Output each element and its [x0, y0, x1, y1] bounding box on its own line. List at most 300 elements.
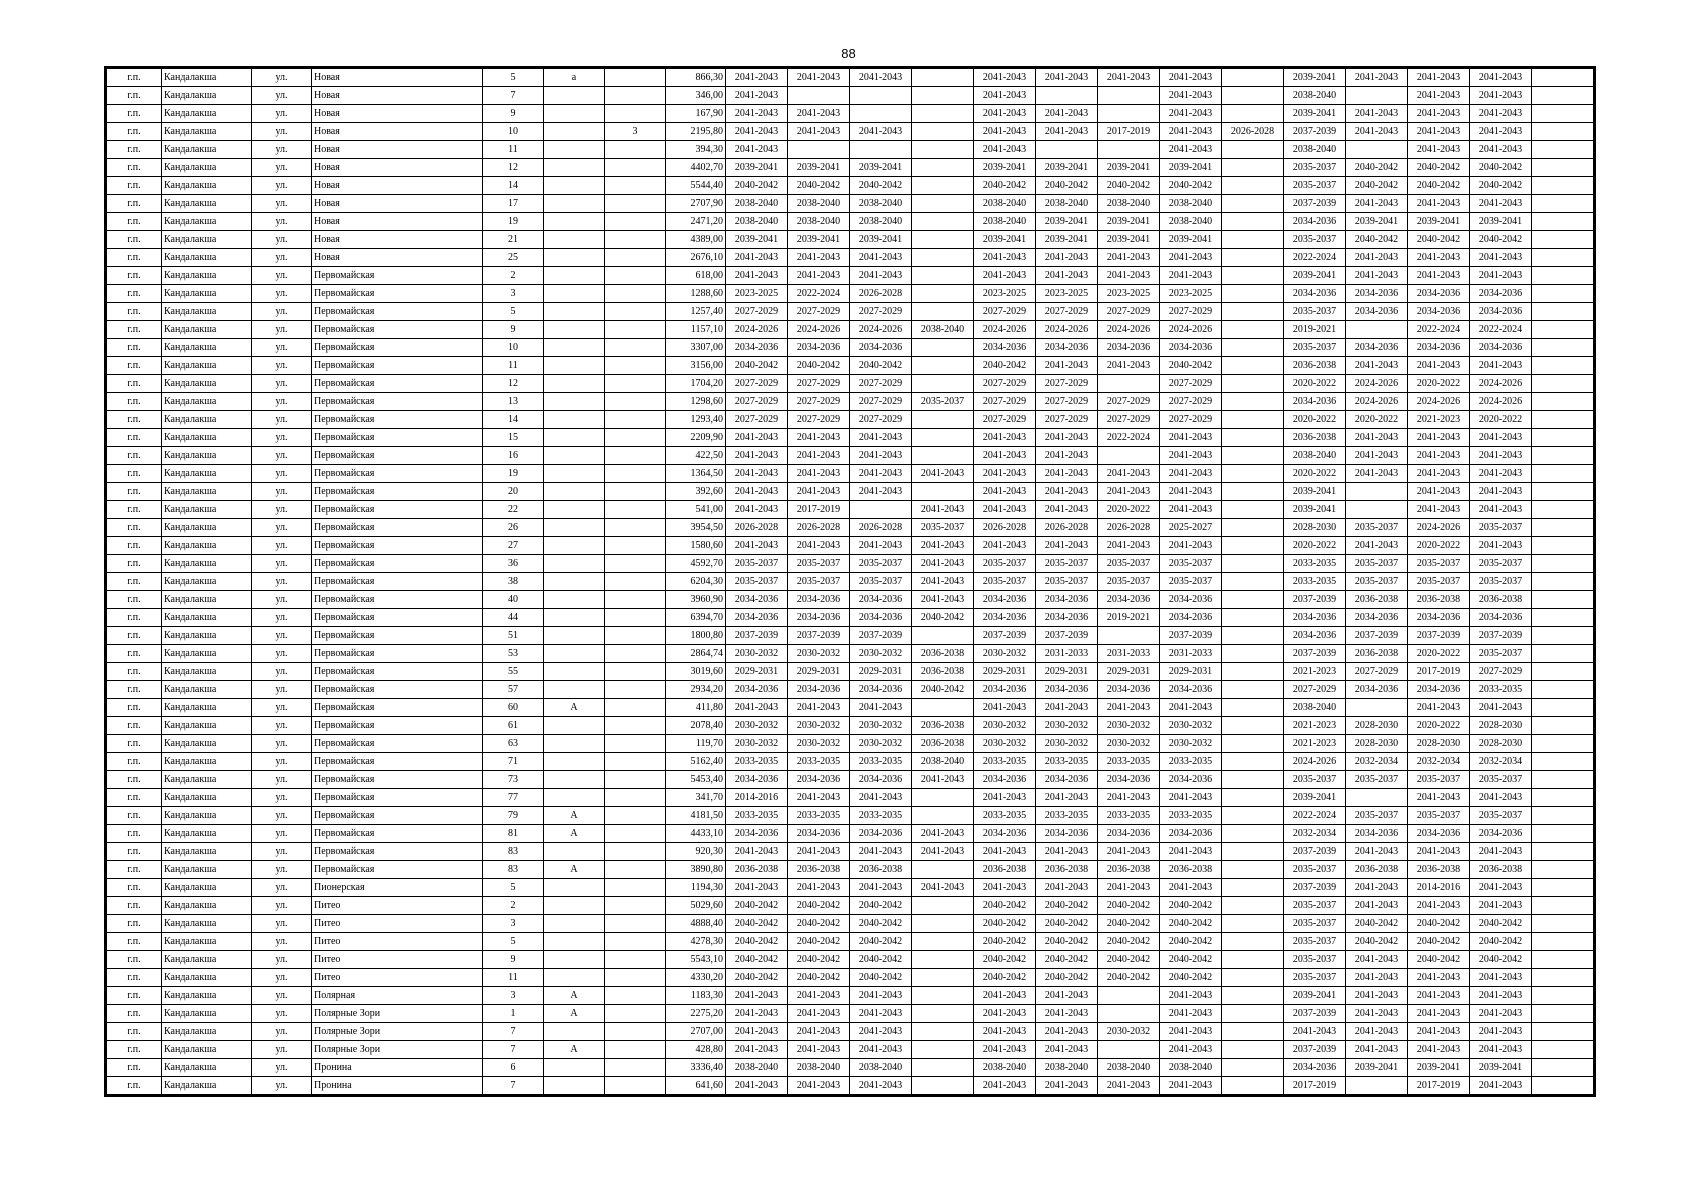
table-cell: [1222, 861, 1284, 879]
table-cell: 2030-2032: [1036, 717, 1098, 735]
table-cell: 2041-2043: [788, 465, 850, 483]
table-cell: 2041-2043: [850, 879, 912, 897]
table-cell: 2040-2042: [1098, 177, 1160, 195]
table-cell: [912, 177, 974, 195]
table-cell: [1222, 681, 1284, 699]
table-cell: 2078,40: [666, 717, 726, 735]
table-cell: 2041-2043: [1160, 447, 1222, 465]
table-cell: 25: [483, 249, 544, 267]
table-cell: Первомайская: [312, 843, 483, 861]
table-cell: 36: [483, 555, 544, 573]
table-cell: [1222, 105, 1284, 123]
table-cell: Кандалакша: [162, 285, 252, 303]
table-cell: [544, 159, 605, 177]
table-cell: Кандалакша: [162, 213, 252, 231]
table-cell: 2041-2043: [1346, 69, 1408, 87]
table-cell: 2035-2037: [1346, 573, 1408, 591]
table-cell: 2036-2038: [912, 663, 974, 681]
table-cell: 2039-2041: [974, 159, 1036, 177]
table-cell: 2033-2035: [850, 753, 912, 771]
table-cell: [605, 753, 666, 771]
table-cell: 2031-2033: [1098, 645, 1160, 663]
table-cell: 2035-2037: [726, 555, 788, 573]
table-cell: 2034-2036: [1408, 825, 1470, 843]
table-cell: Первомайская: [312, 627, 483, 645]
table-cell: 2040-2042: [850, 177, 912, 195]
table-cell: 2041-2043: [1408, 969, 1470, 987]
table-cell: 2041-2043: [1036, 789, 1098, 807]
table-cell: 2037-2039: [1284, 843, 1346, 861]
table-cell: 2030-2032: [1036, 735, 1098, 753]
table-cell: 2040-2042: [1470, 951, 1532, 969]
table-cell: Кандалакша: [162, 447, 252, 465]
table-cell: [850, 105, 912, 123]
table-cell: [1222, 195, 1284, 213]
table-cell: 4181,50: [666, 807, 726, 825]
table-cell: [912, 1005, 974, 1023]
table-cell: [1532, 375, 1594, 393]
table-cell: 2041-2043: [912, 537, 974, 555]
table-cell: 2041-2043: [1346, 357, 1408, 375]
table-cell: г.п.: [107, 1059, 162, 1077]
table-cell: [1098, 627, 1160, 645]
table-cell: 2030-2032: [850, 717, 912, 735]
table-cell: 2041-2043: [974, 105, 1036, 123]
table-cell: 866,30: [666, 69, 726, 87]
table-cell: 2040-2042: [1346, 933, 1408, 951]
table-cell: 2027-2029: [1036, 411, 1098, 429]
table-cell: 2036-2038: [1470, 591, 1532, 609]
table-cell: 2037-2039: [1408, 627, 1470, 645]
table-cell: г.п.: [107, 429, 162, 447]
table-cell: [912, 789, 974, 807]
table-cell: 2041-2043: [788, 429, 850, 447]
table-cell: 2026-2028: [1098, 519, 1160, 537]
table-cell: 2030-2032: [788, 735, 850, 753]
table-cell: 2034-2036: [974, 339, 1036, 357]
table-cell: [544, 303, 605, 321]
table-cell: 5: [483, 303, 544, 321]
table-cell: 2038-2040: [1098, 1059, 1160, 1077]
table-cell: 2041-2043: [1098, 537, 1160, 555]
table-cell: 2041-2043: [1346, 465, 1408, 483]
table-cell: 2035-2037: [1408, 771, 1470, 789]
table-cell: ул.: [252, 267, 312, 285]
table-cell: [605, 411, 666, 429]
table-cell: ул.: [252, 123, 312, 141]
table-cell: [605, 519, 666, 537]
table-cell: 2041-2043: [974, 987, 1036, 1005]
table-cell: [605, 501, 666, 519]
table-cell: ул.: [252, 717, 312, 735]
table-cell: 2038-2040: [912, 753, 974, 771]
table-cell: 2026-2028: [850, 285, 912, 303]
table-cell: [544, 195, 605, 213]
table-cell: 2041-2043: [726, 447, 788, 465]
table-cell: [605, 69, 666, 87]
table-cell: [912, 1077, 974, 1095]
table-cell: 2: [483, 267, 544, 285]
table-cell: 2036-2038: [1346, 645, 1408, 663]
table-cell: 2022-2024: [1470, 321, 1532, 339]
table-cell: [1532, 411, 1594, 429]
table-cell: г.п.: [107, 951, 162, 969]
table-cell: Кандалакша: [162, 807, 252, 825]
table-cell: [1532, 501, 1594, 519]
table-cell: 2040-2042: [1408, 933, 1470, 951]
table-cell: 2040-2042: [1098, 915, 1160, 933]
table-cell: 2034-2036: [1160, 609, 1222, 627]
table-cell: 2041-2043: [1036, 1077, 1098, 1095]
table-cell: 79: [483, 807, 544, 825]
table-cell: 2029-2031: [1098, 663, 1160, 681]
table-cell: 6: [483, 1059, 544, 1077]
table-cell: 2027-2029: [1160, 303, 1222, 321]
table-cell: 2034-2036: [850, 771, 912, 789]
table-cell: [1532, 195, 1594, 213]
table-cell: 2041-2043: [1470, 105, 1532, 123]
table-cell: 2034-2036: [1284, 213, 1346, 231]
table-cell: 2033-2035: [1160, 807, 1222, 825]
table-row: [107, 69, 1594, 87]
table-cell: г.п.: [107, 843, 162, 861]
table-cell: 2017-2019: [1408, 663, 1470, 681]
table-cell: ул.: [252, 789, 312, 807]
table-cell: 61: [483, 717, 544, 735]
table-cell: 2039-2041: [1284, 267, 1346, 285]
table-cell: 2027-2029: [1036, 393, 1098, 411]
table-cell: 2039-2041: [1284, 483, 1346, 501]
table-cell: 2041-2043: [1160, 483, 1222, 501]
table-cell: [912, 1023, 974, 1041]
table-cell: [544, 645, 605, 663]
table-cell: 2040-2042: [726, 951, 788, 969]
table-cell: 2041-2043: [726, 699, 788, 717]
table-cell: 2038-2040: [1160, 195, 1222, 213]
table-cell: [544, 537, 605, 555]
table-cell: 19: [483, 213, 544, 231]
table-cell: а: [544, 69, 605, 87]
table-cell: 2041-2043: [1346, 879, 1408, 897]
table-cell: 2023-2025: [726, 285, 788, 303]
table-cell: 2041-2043: [1470, 501, 1532, 519]
table-cell: Полярные Зори: [312, 1041, 483, 1059]
table-cell: 2041-2043: [1160, 69, 1222, 87]
table-cell: 2038-2040: [1284, 87, 1346, 105]
table-cell: 2030-2032: [1098, 717, 1160, 735]
table-cell: 2041-2043: [1160, 699, 1222, 717]
table-cell: [912, 195, 974, 213]
table-cell: 2041-2043: [726, 1005, 788, 1023]
table-cell: 4389,00: [666, 231, 726, 249]
table-cell: [605, 879, 666, 897]
table-cell: Первомайская: [312, 537, 483, 555]
table-cell: 5162,40: [666, 753, 726, 771]
table-cell: 2039-2041: [1160, 231, 1222, 249]
table-cell: 60: [483, 699, 544, 717]
table-cell: 2037-2039: [1284, 123, 1346, 141]
table-cell: 2027-2029: [1160, 393, 1222, 411]
table-cell: 2027-2029: [850, 303, 912, 321]
table-cell: 2024-2026: [1036, 321, 1098, 339]
table-cell: Кандалакша: [162, 645, 252, 663]
table-cell: [1346, 1077, 1408, 1095]
table-cell: [605, 1005, 666, 1023]
table-cell: [1222, 375, 1284, 393]
table-cell: 2027-2029: [726, 303, 788, 321]
table-cell: [912, 357, 974, 375]
table-cell: 2031-2033: [1036, 645, 1098, 663]
table-cell: 2035-2037: [1284, 915, 1346, 933]
table-cell: [544, 501, 605, 519]
table-cell: 2041-2043: [1098, 843, 1160, 861]
table-cell: А: [544, 861, 605, 879]
table-cell: 2027-2029: [974, 375, 1036, 393]
table-cell: [605, 375, 666, 393]
table-cell: 2041-2043: [974, 1005, 1036, 1023]
table-cell: Кандалакша: [162, 843, 252, 861]
table-cell: 2041-2043: [788, 1005, 850, 1023]
table-row: [107, 663, 1594, 681]
table-cell: 2020-2022: [1346, 411, 1408, 429]
table-cell: 3156,00: [666, 357, 726, 375]
table-cell: ул.: [252, 1059, 312, 1077]
table-cell: 2040-2042: [1098, 969, 1160, 987]
table-cell: 2041-2043: [1160, 879, 1222, 897]
table-cell: [1222, 645, 1284, 663]
table-cell: 641,60: [666, 1077, 726, 1095]
table-cell: [1532, 321, 1594, 339]
table-cell: [544, 141, 605, 159]
table-cell: [1532, 231, 1594, 249]
table-cell: 2020-2022: [1470, 411, 1532, 429]
table-cell: Первомайская: [312, 501, 483, 519]
table-cell: 2035-2037: [1470, 645, 1532, 663]
table-row: [107, 933, 1594, 951]
table-cell: 167,90: [666, 105, 726, 123]
table-cell: ул.: [252, 843, 312, 861]
table-row: [107, 717, 1594, 735]
table-cell: 2041-2043: [1408, 141, 1470, 159]
table-cell: г.п.: [107, 177, 162, 195]
table-cell: 2041-2043: [974, 465, 1036, 483]
table-cell: [1532, 627, 1594, 645]
table-cell: 2041-2043: [1470, 447, 1532, 465]
table-cell: г.п.: [107, 519, 162, 537]
table-row: [107, 159, 1594, 177]
table-cell: 341,70: [666, 789, 726, 807]
table-cell: [850, 141, 912, 159]
table-cell: 2041-2043: [788, 105, 850, 123]
table-cell: 2028-2030: [1470, 735, 1532, 753]
table-cell: ул.: [252, 393, 312, 411]
table-cell: 2028-2030: [1470, 717, 1532, 735]
table-cell: Первомайская: [312, 645, 483, 663]
table-row: [107, 465, 1594, 483]
table-cell: 2039-2041: [1036, 231, 1098, 249]
table-cell: г.п.: [107, 321, 162, 339]
table-cell: Кандалакша: [162, 465, 252, 483]
table-cell: 2039-2041: [1036, 159, 1098, 177]
table-cell: [544, 753, 605, 771]
table-cell: А: [544, 807, 605, 825]
table-cell: 2040-2042: [788, 969, 850, 987]
table-cell: 1157,10: [666, 321, 726, 339]
table-cell: [1532, 1023, 1594, 1041]
table-cell: 2026-2028: [974, 519, 1036, 537]
table-cell: 2040-2042: [788, 933, 850, 951]
table-cell: 2035-2037: [1470, 771, 1532, 789]
table-cell: [544, 267, 605, 285]
table-cell: [605, 141, 666, 159]
table-cell: 2040-2042: [974, 357, 1036, 375]
table-cell: 2040-2042: [974, 177, 1036, 195]
table-cell: 2035-2037: [1470, 519, 1532, 537]
table-cell: [1222, 321, 1284, 339]
table-cell: ул.: [252, 519, 312, 537]
table-cell: ул.: [252, 627, 312, 645]
table-row: [107, 1077, 1594, 1095]
table-cell: Кандалакша: [162, 987, 252, 1005]
table-row: [107, 627, 1594, 645]
table-cell: 2037-2039: [1160, 627, 1222, 645]
table-cell: 2014-2016: [726, 789, 788, 807]
table-cell: г.п.: [107, 483, 162, 501]
table-cell: 2035-2037: [1470, 807, 1532, 825]
table-cell: 2040-2042: [850, 357, 912, 375]
table-cell: г.п.: [107, 879, 162, 897]
table-cell: 1580,60: [666, 537, 726, 555]
table-cell: [1098, 105, 1160, 123]
table-cell: 2030-2032: [726, 735, 788, 753]
table-cell: Кандалакша: [162, 897, 252, 915]
table-cell: Питео: [312, 897, 483, 915]
table-cell: 2041-2043: [1346, 537, 1408, 555]
table-cell: 2033-2035: [1036, 753, 1098, 771]
table-cell: [1222, 1077, 1284, 1095]
table-cell: 2041-2043: [1346, 897, 1408, 915]
table-cell: 2041-2043: [974, 1077, 1036, 1095]
table-cell: ул.: [252, 177, 312, 195]
table-cell: [1222, 465, 1284, 483]
table-cell: 2041-2043: [788, 987, 850, 1005]
table-cell: 2041-2043: [850, 987, 912, 1005]
table-cell: 2035-2037: [1284, 231, 1346, 249]
table-cell: Кандалакша: [162, 231, 252, 249]
table-cell: 1364,50: [666, 465, 726, 483]
table-cell: 2041-2043: [726, 987, 788, 1005]
table-cell: [544, 339, 605, 357]
table-cell: [912, 303, 974, 321]
table-cell: [912, 933, 974, 951]
table-cell: [1532, 915, 1594, 933]
table-cell: 2041-2043: [1160, 501, 1222, 519]
table-cell: [1222, 573, 1284, 591]
table-cell: г.п.: [107, 411, 162, 429]
table-cell: 2040-2042: [726, 969, 788, 987]
table-cell: 2024-2026: [1470, 393, 1532, 411]
table-cell: [605, 573, 666, 591]
table-cell: [1532, 825, 1594, 843]
table-cell: 2040-2042: [1408, 159, 1470, 177]
table-cell: г.п.: [107, 753, 162, 771]
table-cell: г.п.: [107, 339, 162, 357]
table-cell: 422,50: [666, 447, 726, 465]
table-cell: 2037-2039: [1036, 627, 1098, 645]
table-cell: [1222, 357, 1284, 375]
table-cell: 2041-2043: [1098, 879, 1160, 897]
table-cell: [544, 897, 605, 915]
table-cell: Новая: [312, 159, 483, 177]
table-cell: [1532, 393, 1594, 411]
table-cell: 2032-2034: [1346, 753, 1408, 771]
table-cell: 2035-2037: [1160, 555, 1222, 573]
table-cell: [912, 447, 974, 465]
table-cell: [1222, 753, 1284, 771]
table-cell: 81: [483, 825, 544, 843]
table-cell: 2040-2042: [974, 933, 1036, 951]
table-cell: [912, 339, 974, 357]
table-cell: 2027-2029: [974, 303, 1036, 321]
table-cell: 2034-2036: [1160, 591, 1222, 609]
table-cell: [1532, 123, 1594, 141]
table-cell: [544, 969, 605, 987]
table-cell: 22: [483, 501, 544, 519]
table-cell: 2041-2043: [1408, 447, 1470, 465]
table-cell: Новая: [312, 195, 483, 213]
table-cell: ул.: [252, 573, 312, 591]
table-cell: Кандалакша: [162, 267, 252, 285]
table-cell: [1532, 969, 1594, 987]
table-cell: 2028-2030: [1346, 735, 1408, 753]
table-cell: г.п.: [107, 537, 162, 555]
table-cell: 2041-2043: [850, 429, 912, 447]
table-cell: 2036-2038: [974, 861, 1036, 879]
table-cell: 2040-2042: [726, 357, 788, 375]
table-cell: ул.: [252, 753, 312, 771]
table-cell: 2035-2037: [1408, 807, 1470, 825]
table-cell: 2041-2043: [788, 879, 850, 897]
table-cell: 2040-2042: [974, 915, 1036, 933]
table-cell: [605, 969, 666, 987]
table-row: [107, 843, 1594, 861]
table-cell: 2040-2042: [850, 897, 912, 915]
table-cell: Кандалакша: [162, 969, 252, 987]
table-cell: 2041-2043: [1346, 951, 1408, 969]
table-cell: Кандалакша: [162, 789, 252, 807]
table-cell: г.п.: [107, 609, 162, 627]
table-row: [107, 339, 1594, 357]
table-cell: 2027-2029: [1098, 411, 1160, 429]
table-cell: Первомайская: [312, 573, 483, 591]
table-cell: Кандалакша: [162, 663, 252, 681]
table-cell: 2041-2043: [1036, 1023, 1098, 1041]
table-cell: Полярная: [312, 987, 483, 1005]
table-cell: 2034-2036: [850, 591, 912, 609]
table-cell: [544, 1023, 605, 1041]
table-cell: 3: [483, 915, 544, 933]
table-cell: 2041-2043: [1470, 483, 1532, 501]
table-cell: 2034-2036: [1346, 303, 1408, 321]
table-cell: [1098, 1041, 1160, 1059]
table-cell: [1532, 699, 1594, 717]
table-cell: А: [544, 699, 605, 717]
table-cell: 10: [483, 123, 544, 141]
table-cell: [544, 429, 605, 447]
table-cell: [605, 807, 666, 825]
table-cell: 2041-2043: [726, 87, 788, 105]
table-cell: 2033-2035: [1160, 753, 1222, 771]
